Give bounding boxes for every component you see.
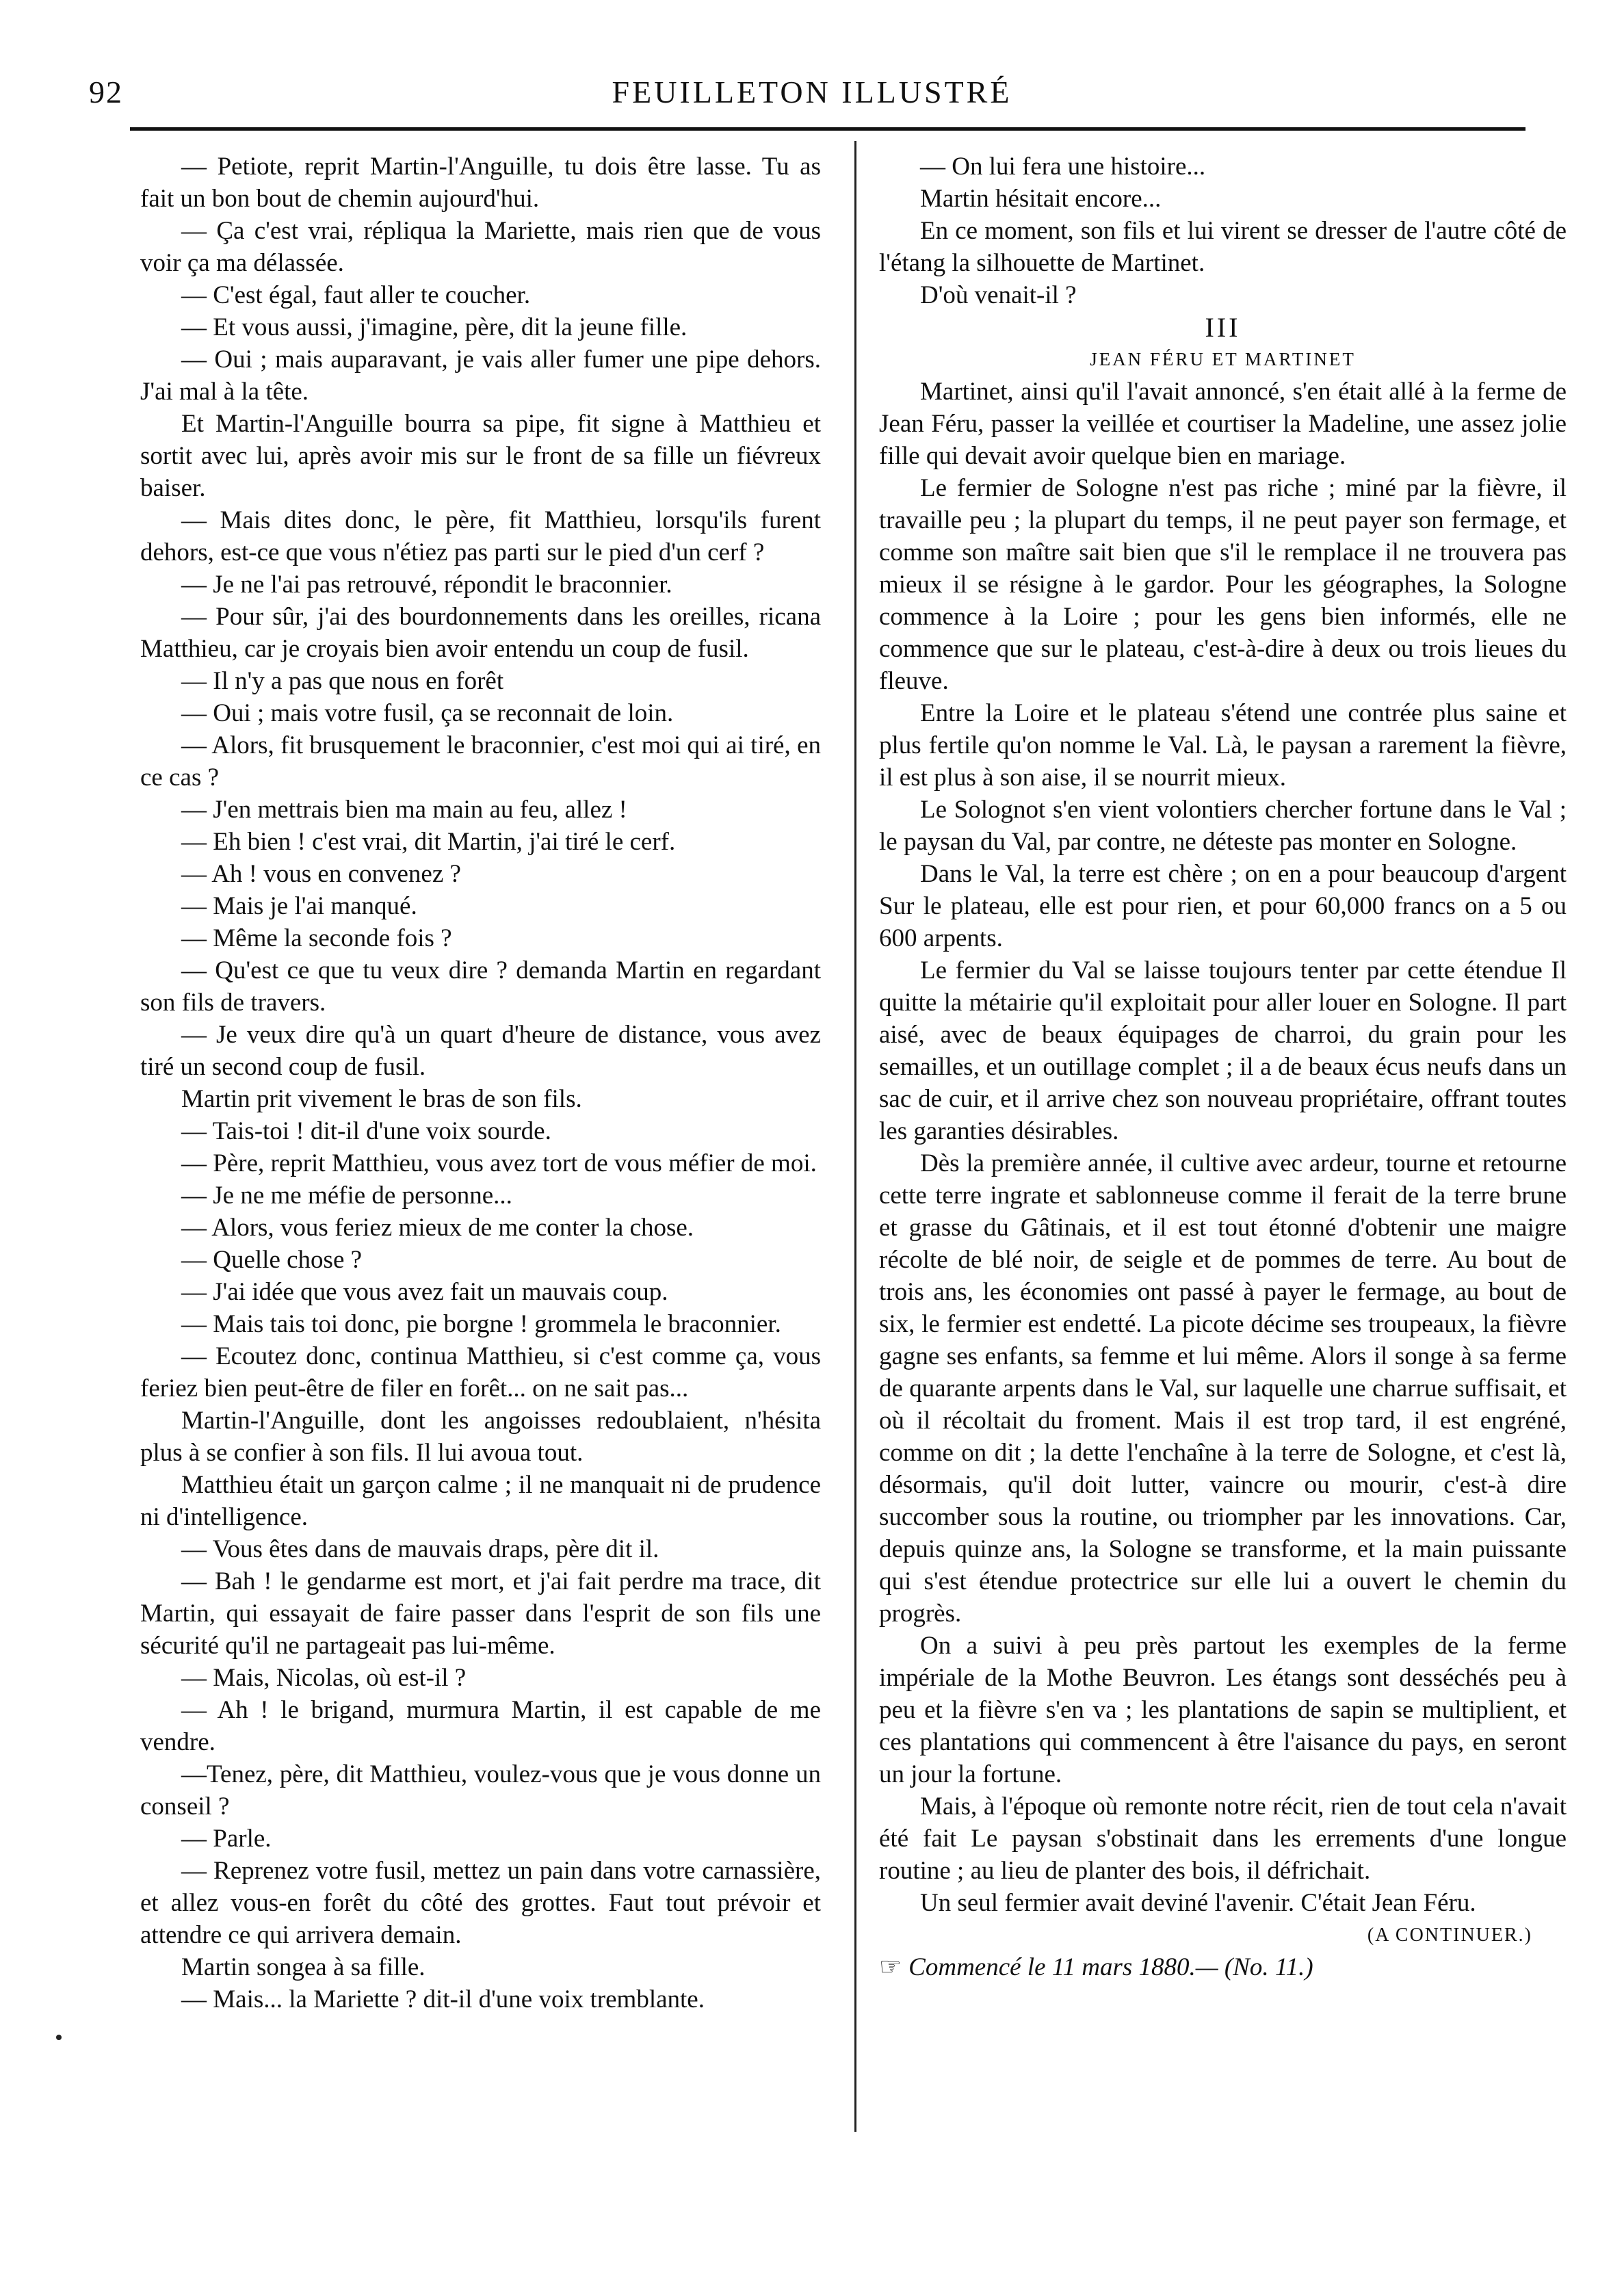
left-column bbox=[140, 151, 821, 2015]
paragraph: — Ecoutez donc, continua Matthieu, si c'est comme ça, vous feriez bien peut-être de filer en forêt... on ne sait pas... bbox=[140, 1342, 821, 1403]
paragraph: — Ah ! le brigand, murmura Martin, il est capable de me vendre. bbox=[140, 1696, 821, 1756]
paragraph: — J'ai idée que vous avez fait un mauvais coup. bbox=[181, 1278, 668, 1306]
paragraph: — C'est égal, faut aller te coucher. bbox=[181, 281, 531, 309]
paragraph: — Oui ; mais votre fusil, ça se reconnait de loin. bbox=[181, 699, 674, 727]
paragraph: — Ça c'est vrai, répliqua la Mariette, mais rien que de vous voir ça ma délassée. bbox=[140, 217, 821, 277]
right-column-body bbox=[879, 376, 1567, 1919]
paragraph: Martin hésitait encore... bbox=[920, 185, 1162, 213]
paragraph: — Mais dites donc, le père, fit Matthieu, lorsqu'ils furent dehors, est-ce que vous n'étiez pas parti sur le pied d'un cerf ? bbox=[140, 506, 821, 566]
page-header bbox=[0, 0, 1624, 137]
paragraph: — Eh bien ! c'est vrai, dit Martin, j'ai tiré le cerf. bbox=[181, 828, 676, 856]
paragraph: — Quelle chose ? bbox=[181, 1246, 363, 1274]
paragraph: Entre la Loire et le plateau s'étend une contrée plus saine et plus fertile qu'on nomme le Val. Là, le paysan a rarement la fièvre, il est plus à son aise, il se nourrit mieux. bbox=[879, 699, 1567, 792]
paragraph: — Mais, Nicolas, où est-il ? bbox=[181, 1664, 467, 1692]
serial-start-text: Commencé le 11 mars 1880.— (No. 11.) bbox=[908, 1953, 1313, 1981]
paragraph: — Alors, fit brusquement le braconnier, c'est moi qui ai tiré, en ce cas ? bbox=[140, 731, 821, 792]
paragraph: — Il n'y a pas que nous en forêt bbox=[181, 667, 504, 695]
paragraph: — Mais... la Mariette ? dit-il d'une voix tremblante. bbox=[181, 1985, 705, 2013]
paragraph: Martin songea à sa fille. bbox=[181, 1953, 425, 1981]
paragraph: — Oui ; mais auparavant, je vais aller fumer une pipe dehors. J'ai mal à la tête. bbox=[140, 345, 821, 406]
paragraph: — Vous êtes dans de mauvais draps, père dit il. bbox=[181, 1535, 659, 1563]
right-column-intro bbox=[879, 151, 1567, 311]
paragraph: — Parle. bbox=[181, 1825, 272, 1853]
paragraph: Martin prit vivement le bras de son fils. bbox=[181, 1085, 582, 1113]
paragraph: — Je ne me méfie de personne... bbox=[181, 1182, 512, 1210]
paragraph: — Bah ! le gendarme est mort, et j'ai fait perdre ma trace, dit Martin, qui essayait de faire passer dans l'esprit de son fils une sécurité qu'il ne partageait pas lui-même. bbox=[140, 1567, 821, 1660]
paragraph: Et Martin-l'Anguille bourra sa pipe, fit signe à Matthieu et sortit avec lui, après avoir mis sur le front de sa fille un fiévreux baiser. bbox=[140, 410, 821, 502]
pointing-hand-icon: ☞ bbox=[879, 1953, 902, 1981]
paragraph: — Mais tais toi donc, pie borgne ! grommela le braconnier. bbox=[181, 1310, 781, 1338]
paragraph: — Petiote, reprit Martin-l'Anguille, tu dois être lasse. Tu as fait un bon bout de chemin aujourd'hui. bbox=[140, 153, 821, 213]
paragraph: — Je veux dire qu'à un quart d'heure de distance, vous avez tiré un second coup de fusil. bbox=[140, 1021, 821, 1081]
column-divider bbox=[854, 141, 856, 2132]
paragraph: Le fermier du Val se laisse toujours tenter par cette étendue Il quitte la métairie qu'il exploitait pour aller louer en Sologne. Il part aisé, avec de beaux équipages de charroi, du grain pour les semailles, et un outillage complet ; il a de beaux écus neufs dans un sac de cuir, et il arrive chez son nouveau propriétaire, offrant toutes les garanties désirables. bbox=[879, 956, 1567, 1145]
paragraph: Martin-l'Anguille, dont les angoisses redoublaient, n'hésita plus à se confier à son fils. Il lui avoua tout. bbox=[140, 1407, 821, 1467]
paragraph: — Pour sûr, j'ai des bourdonnements dans les oreilles, ricana Matthieu, car je croyais bien avoir entendu un coup de fusil. bbox=[140, 603, 821, 663]
paragraph: Matthieu était un garçon calme ; il ne manquait ni de prudence ni d'intelligence. bbox=[140, 1471, 821, 1531]
paragraph: On a suivi à peu près partout les exemples de la ferme impériale de la Mothe Beuvron. Les étangs sont desséchés peu à peu et la fièvre s'en va ; les plantations de sapin se multiplient, et ces plantations qui commencent à être l'aisance du pays, en seront un jour la fortune. bbox=[879, 1632, 1567, 1788]
paragraph: — Alors, vous feriez mieux de me conter la chose. bbox=[181, 1214, 694, 1242]
paragraph: Le Solognot s'en vient volontiers chercher fortune dans le Val ; le paysan du Val, par contre, ne déteste pas monter en Sologne. bbox=[879, 796, 1567, 856]
paragraph: Dès la première année, il cultive avec ardeur, tourne et retourne cette terre ingrate et sablonneuse comme il ferait de la terre brune et grasse du Gâtinais, et il est tout étonné d'obtenir une maigre récolte de blé noir, de seigle et de pommes de terre. Au bout de trois ans, les économies ont passé à payer le fermage, au bout de six, le fermier est endetté. La picote décime ses troupeaux, la fièvre gagne ses enfants, sa femme et lui même. Alors il songe à sa ferme de quarante arpents dans le Val, sur laquelle une charrue suffisait, et où il récoltait du froment. Mais il est trop tard, il est engréné, comme on dit ; la dette l'enchaîne à la terre de Sologne, et c'est là, désormais, qu'il doit lutter, vaincre ou mourir, c'est-à dire succomber sous la routine, ou triompher par les innovations. Car, depuis quinze ans, la Sologne se transforme, et la main puissante qui s'est étendue protectrice sur elle lui a ouvert le chemin du progrès. bbox=[879, 1149, 1567, 1628]
paragraph: — Reprenez votre fusil, mettez un pain dans votre carnassière, et allez vous-en forêt du côté des grottes. Faut tout prévoir et attendre ce qui arrivera demain. bbox=[140, 1857, 821, 1949]
continuation-note: (A CONTINUER.) bbox=[1367, 1925, 1532, 1946]
page-number: 92 bbox=[89, 75, 123, 109]
paragraph: Un seul fermier avait deviné l'avenir. C'était Jean Féru. bbox=[920, 1889, 1476, 1917]
paragraph: Mais, à l'époque où remonte notre récit, rien de tout cela n'avait été fait Le paysan s'obstinait dans les errements d'une longue routine ; au lieu de planter des bois, il défrichait. bbox=[879, 1792, 1567, 1885]
serial-start-note bbox=[879, 1951, 1567, 1983]
paragraph: Martinet, ainsi qu'il l'avait annoncé, s'en était allé à la ferme de Jean Féru, passer la veillée et courtiser la Madeline, une assez jolie fille qui devait avoir quelque bien en mariage. bbox=[879, 378, 1567, 470]
running-title: FEUILLETON ILLUSTRÉ bbox=[612, 75, 1012, 109]
paragraph: —Tenez, père, dit Matthieu, voulez-vous que je vous donne un conseil ? bbox=[140, 1760, 821, 1821]
paragraph: Le fermier de Sologne n'est pas riche ; miné par la fièvre, il travaille peu ; la plupart du temps, il ne peut payer son fermage, et comme son maître sait bien que s'il le remplace il ne trouvera pas mieux il se résigne à le gardor. Pour les géographes, la Sologne commence à la Loire ; pour les gens bien informés, elle ne commence que sur le plateau, c'est-à-dire à deux ou trois lieues du fleuve. bbox=[879, 474, 1567, 695]
paragraph: En ce moment, son fils et lui virent se dresser de l'autre côté de l'étang la silhouette de Martinet. bbox=[879, 217, 1567, 277]
paragraph: — Et vous aussi, j'imagine, père, dit la jeune fille. bbox=[181, 313, 687, 341]
paragraph: — Mais je l'ai manqué. bbox=[181, 892, 417, 920]
paragraph: — Tais-toi ! dit-il d'une voix sourde. bbox=[181, 1117, 551, 1145]
paragraph: — Père, reprit Matthieu, vous avez tort de vous méfier de moi. bbox=[181, 1149, 817, 1177]
section-number: III bbox=[1205, 312, 1241, 343]
paragraph: Dans le Val, la terre est chère ; on en a pour beaucoup d'argent Sur le plateau, elle est pour rien, et pour 60,000 francs on a 5 ou 600 arpents. bbox=[879, 860, 1567, 952]
right-column bbox=[879, 151, 1567, 1983]
paragraph: — Même la seconde fois ? bbox=[181, 924, 452, 952]
print-speck bbox=[56, 2035, 62, 2040]
paragraph: — Qu'est ce que tu veux dire ? demanda Martin en regardant son fils de travers. bbox=[140, 956, 821, 1017]
paragraph: — Ah ! vous en convenez ? bbox=[181, 860, 461, 888]
paragraph: — Je ne l'ai pas retrouvé, répondit le braconnier. bbox=[181, 571, 672, 599]
section-title: JEAN FÉRU ET MARTINET bbox=[1090, 349, 1356, 369]
paragraph: — On lui fera une histoire... bbox=[920, 153, 1206, 181]
paragraph: — J'en mettrais bien ma main au feu, allez ! bbox=[181, 796, 627, 824]
paragraph: D'où venait-il ? bbox=[920, 281, 1077, 309]
header-rule bbox=[130, 127, 1525, 131]
